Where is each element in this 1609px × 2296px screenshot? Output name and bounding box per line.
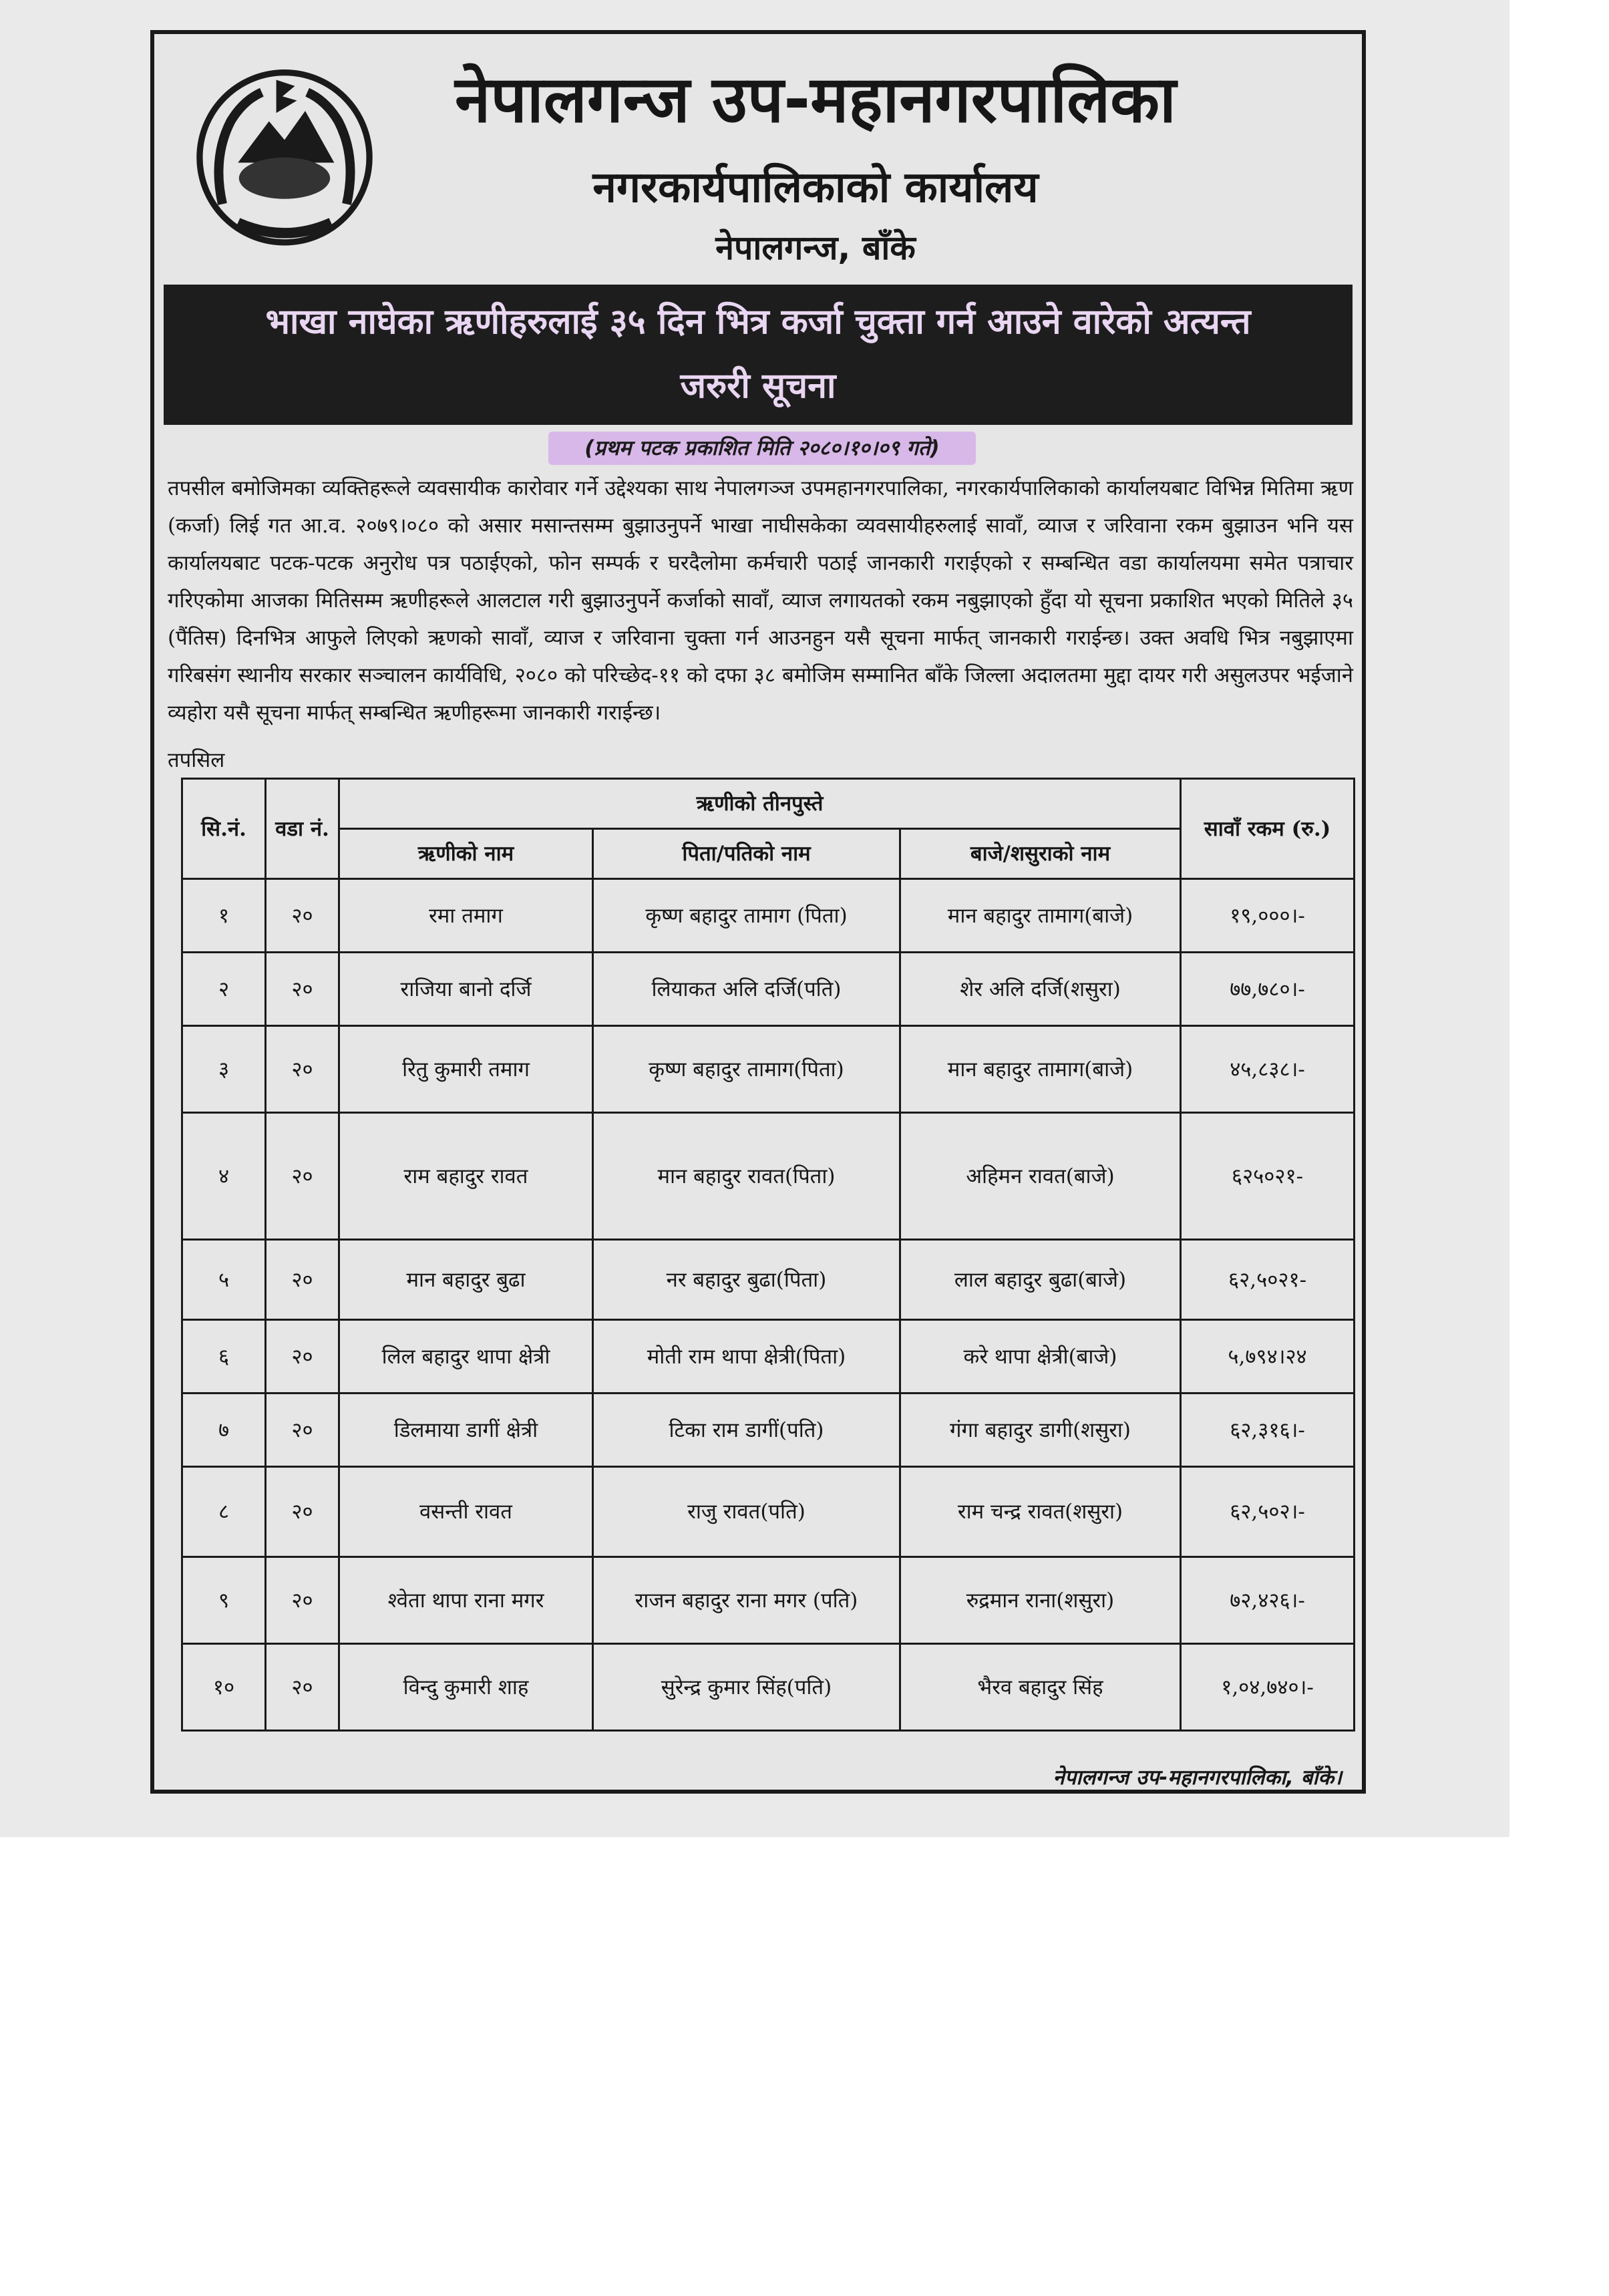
cell-father: टिका राम डागीं(पति) bbox=[593, 1393, 900, 1467]
cell-grandfather: लाल बहादुर बुढा(बाजे) bbox=[900, 1240, 1181, 1320]
table-row bbox=[182, 1320, 1355, 1393]
cell-sn: ७ bbox=[182, 1393, 266, 1467]
cell-amount: ६२५०२१- bbox=[1181, 1113, 1355, 1240]
table-row bbox=[182, 1026, 1355, 1113]
cell-name: विन्दु कुमारी शाह bbox=[339, 1644, 593, 1731]
municipality-title: नेपालगन्ज उप-महानगरपालिका bbox=[455, 62, 1176, 137]
notice-body: तपसील बमोजिमका व्यक्तिहरूले व्यवसायीक कारोवार गर्ने उद्देश्यका साथ नेपालगञ्ज उपमहानगरपालिका, नगरकार्यपालिकाको कार्यालयबाट विभिन्न मितिमा ऋण (कर्जा) लिई गत आ.व. २०७९।०८० को असार मसान्तसम्म बुझाउनुपर्ने भाखा नाघीसकेका व्यवसायीहरुलाई सावाँ, व्याज र जरिवाना रकम बुझाउन भनि यस कार्यालयबाट पटक-पटक अनुरोध पत्र पठाईएको, फोन सम्पर्क र घरदैलोमा कर्मचारी पठाई जानकारी गराईएको र सम्बन्धित वडा कार्यालयमा समेत पत्राचार गरिएकोमा आजका मितिसम्म ऋणीहरूले आलटाल गरी बुझाउनुपर्ने कर्जाको सावाँ, व्याज लगायतको रकम नबुझाएको हुँदा यो सूचना प्रकाशित भएको मितिले ३५ (पैंतिस) दिनभित्र आफुले लिएको ऋणको सावाँ, व्याज र जरिवाना चुक्ता गर्न आउनहुन यसै सूचना मार्फत् जानकारी गराईन्छ। उक्त अवधि भित्र नबुझाएमा गरिबसंग स्थानीय सरकार सञ्चालन कार्यविधि, २०८० को परिच्छेद-११ को दफा ३८ बमोजिम सम्मानित बाँके जिल्ला अदालतमा मुद्दा दायर गरी असुलउपर भईजाने व्यहोरा यसै सूचना मार्फत् सम्बन्धित ऋणीहरूमा जानकारी गराईन्छ। bbox=[168, 476, 1353, 725]
cell-amount: ६२,५०२१- bbox=[1181, 1240, 1355, 1320]
cell-ward: २० bbox=[266, 1467, 339, 1557]
cell-sn: १० bbox=[182, 1644, 266, 1731]
cell-name: डिलमाया डागीं क्षेत्री bbox=[339, 1393, 593, 1467]
header-name: ऋणीको नाम bbox=[339, 829, 593, 879]
cell-name: रमा तमाग bbox=[339, 879, 593, 953]
cell-grandfather: मान बहादुर तामाग(बाजे) bbox=[900, 1026, 1181, 1113]
cell-amount: ४५,८३८।- bbox=[1181, 1026, 1355, 1113]
cell-ward: २० bbox=[266, 1393, 339, 1467]
cell-name: राजिया बानो दर्जि bbox=[339, 953, 593, 1026]
cell-sn: ६ bbox=[182, 1320, 266, 1393]
footer-signature: नेपालगन्ज उप-महानगरपालिका, बाँके। bbox=[1053, 1766, 1342, 1790]
cell-amount: ६२,३१६।- bbox=[1181, 1393, 1355, 1467]
cell-name: श्वेता थापा राना मगर bbox=[339, 1557, 593, 1644]
cell-ward: २० bbox=[266, 1320, 339, 1393]
location: नेपालगन्ज, बाँके bbox=[715, 228, 916, 267]
cell-amount: ५,७९४।२४ bbox=[1181, 1320, 1355, 1393]
notice-banner bbox=[164, 285, 1353, 425]
header-grandfather: बाजे/शसुराको नाम bbox=[900, 829, 1181, 879]
header-ward: वडा नं. bbox=[266, 779, 339, 879]
cell-amount: १,०४,७४०।- bbox=[1181, 1644, 1355, 1731]
cell-name: राम बहादुर रावत bbox=[339, 1113, 593, 1240]
table-row bbox=[182, 879, 1355, 953]
table-row bbox=[182, 1644, 1355, 1731]
cell-grandfather: रुद्रमान राना(शसुरा) bbox=[900, 1557, 1181, 1644]
table-row bbox=[182, 953, 1355, 1026]
publication-date-note: (प्रथम पटक प्रकाशित मिति २०८०।१०।०९ गते) bbox=[548, 432, 976, 465]
cell-father: कृष्ण बहादुर तामाग(पिता) bbox=[593, 1026, 900, 1113]
cell-sn: ४ bbox=[182, 1113, 266, 1240]
cell-name: लिल बहादुर थापा क्षेत्री bbox=[339, 1320, 593, 1393]
cell-ward: २० bbox=[266, 1557, 339, 1644]
banner-line-2: जरुरी सूचना bbox=[680, 366, 836, 406]
cell-father: सुरेन्द्र कुमार सिंह(पति) bbox=[593, 1644, 900, 1731]
cell-grandfather: अहिमन रावत(बाजे) bbox=[900, 1113, 1181, 1240]
cell-sn: ९ bbox=[182, 1557, 266, 1644]
cell-grandfather: गंगा बहादुर डागी(शसुरा) bbox=[900, 1393, 1181, 1467]
cell-grandfather: मान बहादुर तामाग(बाजे) bbox=[900, 879, 1181, 953]
cell-ward: २० bbox=[266, 1644, 339, 1731]
cell-amount: ६२,५०२।- bbox=[1181, 1467, 1355, 1557]
table-row bbox=[182, 1240, 1355, 1320]
banner-line-1: भाखा नाघेका ऋणीहरुलाई ३५ दिन भित्र कर्जा चुक्ता गर्न आउने वारेको अत्यन्त bbox=[265, 302, 1251, 342]
cell-father: कृष्ण बहादुर तामाग (पिता) bbox=[593, 879, 900, 953]
cell-name: रितु कुमारी तमाग bbox=[339, 1026, 593, 1113]
debtor-table bbox=[181, 778, 1355, 1732]
cell-amount: ७२,४२६।- bbox=[1181, 1557, 1355, 1644]
table-row bbox=[182, 1557, 1355, 1644]
header-father: पिता/पतिको नाम bbox=[593, 829, 900, 879]
cell-sn: ८ bbox=[182, 1467, 266, 1557]
cell-ward: २० bbox=[266, 879, 339, 953]
cell-ward: २० bbox=[266, 1113, 339, 1240]
cell-name: वसन्ती रावत bbox=[339, 1467, 593, 1557]
cell-amount: १९,०००।- bbox=[1181, 879, 1355, 953]
cell-father: नर बहादुर बुढा(पिता) bbox=[593, 1240, 900, 1320]
cell-grandfather: भैरव बहादुर सिंह bbox=[900, 1644, 1181, 1731]
table-row bbox=[182, 1467, 1355, 1557]
table-row bbox=[182, 1113, 1355, 1240]
cell-father: मान बहादुर रावत(पिता) bbox=[593, 1113, 900, 1240]
cell-amount: ७७,७८०।- bbox=[1181, 953, 1355, 1026]
header-sn: सि.नं. bbox=[182, 779, 266, 879]
cell-sn: २ bbox=[182, 953, 266, 1026]
tapsil-label: तपसिल bbox=[168, 748, 225, 772]
office-title: नगरकार्यपालिकाको कार्यालय bbox=[592, 163, 1039, 212]
cell-name: मान बहादुर बुढा bbox=[339, 1240, 593, 1320]
public-notice bbox=[150, 30, 1366, 1794]
cell-father: राजु रावत(पति) bbox=[593, 1467, 900, 1557]
cell-grandfather: राम चन्द्र रावत(शसुरा) bbox=[900, 1467, 1181, 1557]
cell-grandfather: शेर अलि दर्जि(शसुरा) bbox=[900, 953, 1181, 1026]
header-amount: सावाँ रकम (रु.) bbox=[1181, 779, 1355, 879]
cell-grandfather: करे थापा क्षेत्री(बाजे) bbox=[900, 1320, 1181, 1393]
cell-ward: २० bbox=[266, 1026, 339, 1113]
government-emblem-icon bbox=[181, 49, 388, 256]
cell-father: लियाकत अलि दर्जि(पति) bbox=[593, 953, 900, 1026]
cell-father: मोती राम थापा क्षेत्री(पिता) bbox=[593, 1320, 900, 1393]
cell-sn: १ bbox=[182, 879, 266, 953]
cell-father: राजन बहादुर राना मगर (पति) bbox=[593, 1557, 900, 1644]
table-row bbox=[182, 1393, 1355, 1467]
cell-ward: २० bbox=[266, 953, 339, 1026]
cell-sn: ३ bbox=[182, 1026, 266, 1113]
cell-ward: २० bbox=[266, 1240, 339, 1320]
cell-sn: ५ bbox=[182, 1240, 266, 1320]
header-three-generations: ऋणीको तीनपुस्ते bbox=[339, 779, 1181, 829]
